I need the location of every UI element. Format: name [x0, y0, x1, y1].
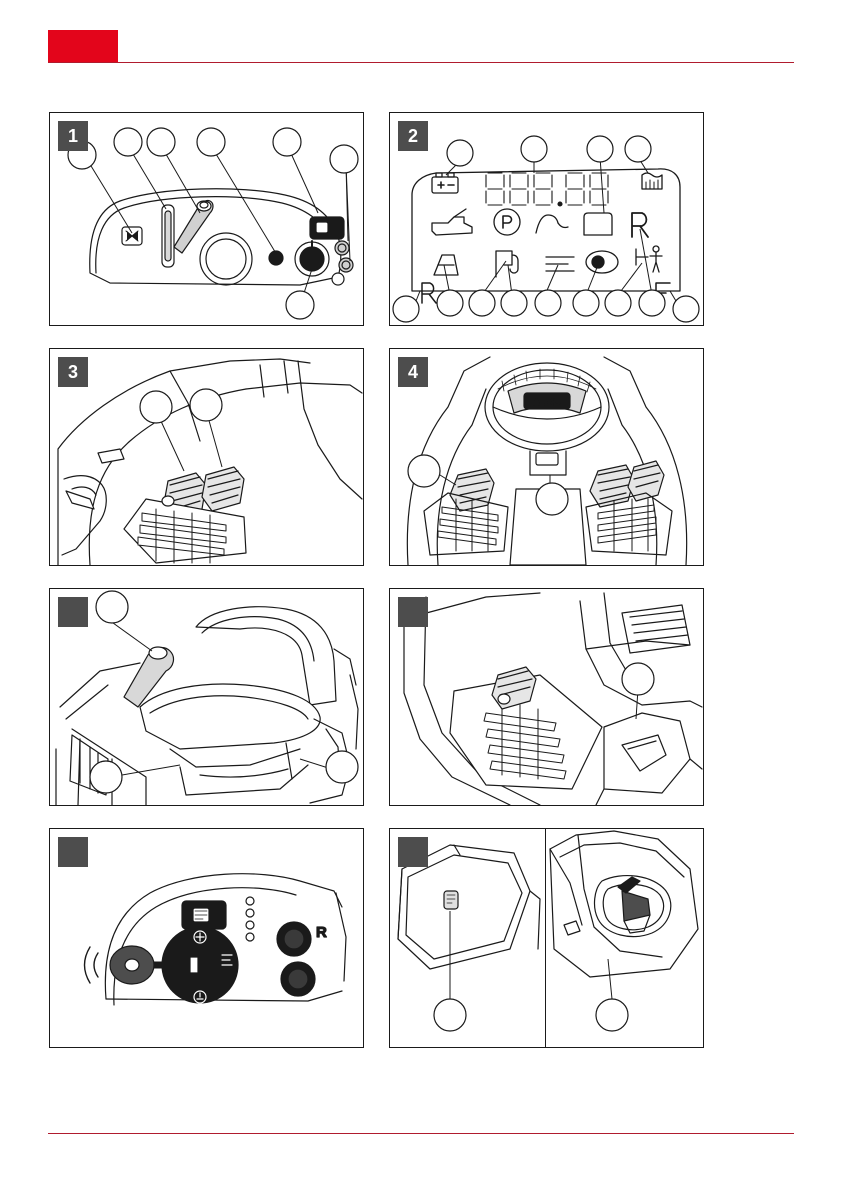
figure-3 [49, 348, 364, 566]
figure-3-number: 3 [58, 357, 88, 387]
figure-3-illustration [50, 349, 363, 565]
figure-2-number: 2 [398, 121, 428, 151]
figure-6-number [398, 597, 428, 627]
figure-4-number: 4 [398, 357, 428, 387]
figure-5-illustration [50, 589, 363, 805]
figure-2 [389, 112, 704, 326]
figure-8-number [398, 837, 428, 867]
figure-8 [389, 828, 704, 1048]
figure-1 [49, 112, 364, 326]
figure-7 [49, 828, 364, 1048]
footer-rule [48, 1133, 794, 1134]
figure-8-illustration [390, 829, 703, 1047]
header-rule [48, 62, 794, 63]
figure-1-number: 1 [58, 121, 88, 151]
figure-1-illustration [50, 113, 363, 325]
svg-text:R: R [316, 924, 327, 941]
figure-8-divider [545, 829, 546, 1047]
figure-5 [49, 588, 364, 806]
figure-4 [389, 348, 704, 566]
figure-7-number [58, 837, 88, 867]
figure-6-illustration [390, 589, 703, 805]
figure-4-illustration [390, 349, 703, 565]
figure-2-illustration [390, 113, 703, 325]
figure-5-number [58, 597, 88, 627]
svg-text:AL-KO: AL-KO [533, 397, 561, 407]
figure-6 [389, 588, 704, 806]
figure-7-illustration [50, 829, 363, 1047]
header-color-block [48, 30, 118, 62]
